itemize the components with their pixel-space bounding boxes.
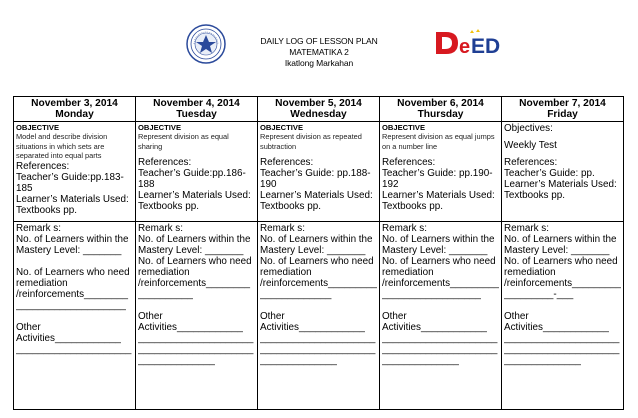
objective-label: OBJECTIVE <box>382 123 426 132</box>
objective-cell-friday <box>502 122 624 222</box>
remarks-line: remediation <box>260 267 312 278</box>
remarks-line: No. of Learners who need <box>260 256 374 267</box>
remarks-line: Activities____________ <box>504 322 609 333</box>
day-date: November 4, 2014 <box>153 98 240 109</box>
lesson-log-table <box>13 96 624 410</box>
objective-text: Weekly Test <box>504 140 557 151</box>
reference-line: 190 <box>260 179 277 190</box>
day-header-wednesday <box>258 97 380 122</box>
day-weekday: Wednesday <box>290 109 347 120</box>
remarks-line: ______________ <box>504 355 581 366</box>
document-header <box>0 0 638 95</box>
remarks-line: Activities____________ <box>382 322 487 333</box>
remarks-line: __________________ <box>382 289 481 300</box>
objective-row <box>14 122 624 222</box>
remarks-line: Mastery Level: _______ <box>504 245 610 256</box>
remarks-line: _____________________ <box>382 344 498 355</box>
objective-text: Represent division as equal sharing <box>138 132 229 151</box>
remarks-line: Other <box>138 311 163 322</box>
remarks-cell-wednesday <box>258 222 380 410</box>
remarks-cell-tuesday <box>136 222 258 410</box>
remarks-line: Activities____________ <box>260 322 365 333</box>
svg-text:e: e <box>459 36 471 58</box>
remarks-line: _____________________ <box>382 333 498 344</box>
remarks-line: ____________________ <box>16 300 126 311</box>
references-label: References: <box>138 157 192 168</box>
remarks-line: Mastery Level: _______ <box>138 245 244 256</box>
day-header-thursday <box>380 97 502 122</box>
remarks-line: ______________ <box>382 355 459 366</box>
remarks-line: Activities____________ <box>138 322 243 333</box>
reference-line: Teacher’s Guide: pp.190- <box>382 168 493 179</box>
reference-line: Learner’s Materials Used: <box>504 179 617 190</box>
reference-line: Textbooks pp. <box>382 201 443 212</box>
remarks-line: Mastery Level: _______ <box>260 245 366 256</box>
reference-line: Learner’s Materials Used: <box>260 190 373 201</box>
remarks-cell-thursday <box>380 222 502 410</box>
reference-line: Teacher’s Guide:pp.183- <box>16 171 124 183</box>
subject-name: MATEMATIKA 2 <box>289 47 349 57</box>
remarks-line: Remark s: <box>138 223 183 234</box>
remarks-cell-monday <box>14 222 136 410</box>
remarks-line: No. of Learners within the <box>138 234 251 245</box>
reference-line: Learner’s Materials Used: <box>16 193 129 205</box>
remarks-line: /reinforcements________ <box>16 289 128 300</box>
remarks-line: _________-___ <box>504 289 574 300</box>
day-date: November 5, 2014 <box>275 98 362 109</box>
day-header-row <box>14 97 624 122</box>
reference-line: Textbooks pp. <box>260 201 321 212</box>
remarks-line: Activities____________ <box>16 333 121 344</box>
remarks-line: Mastery Level: _______ <box>16 245 122 256</box>
remarks-line: No. of Learners within the <box>260 234 373 245</box>
remarks-line: /reinforcements_________ <box>382 278 499 289</box>
references-label: References: <box>16 160 70 172</box>
reference-line: Teacher’s Guide: pp.188- <box>260 168 371 179</box>
remarks-line: Other <box>382 311 407 322</box>
remarks-line: __________ <box>138 289 193 300</box>
objective-text: Model and describe division situations in which sets are separated into equal parts <box>16 132 108 160</box>
reference-line: Textbooks pp. <box>138 201 199 212</box>
remarks-line: ______________ <box>260 355 337 366</box>
day-date: November 7, 2014 <box>519 98 606 109</box>
remarks-line: _____________________ <box>260 333 376 344</box>
objective-cell-wednesday <box>258 122 380 222</box>
objective-label: OBJECTIVE <box>16 123 60 132</box>
remarks-line: remediation <box>382 267 434 278</box>
remarks-line: Other <box>16 322 41 333</box>
reference-line: Learner’s Materials Used: <box>138 190 251 201</box>
day-weekday: Thursday <box>417 109 464 120</box>
objective-label: OBJECTIVE <box>260 123 304 132</box>
remarks-line: /reinforcements________ <box>138 278 250 289</box>
remarks-line: _____________________ <box>138 333 254 344</box>
remarks-line: Remark s: <box>16 223 61 234</box>
objective-cell-thursday <box>380 122 502 222</box>
remarks-line: remediation <box>504 267 556 278</box>
remarks-line: _____________________ <box>504 344 620 355</box>
day-weekday: Friday <box>547 109 578 120</box>
reference-line: Teacher’s Guide: pp. <box>504 168 595 179</box>
objective-text: Represent division as repeated subtraction <box>260 132 362 151</box>
remarks-line: /reinforcements_________ <box>260 278 377 289</box>
day-weekday: Monday <box>55 109 94 120</box>
svg-text:ED: ED <box>471 35 501 58</box>
reference-line: 185 <box>16 182 33 194</box>
remarks-line: remediation <box>138 267 190 278</box>
day-header-tuesday <box>136 97 258 122</box>
remarks-line: No. of Learners who need <box>138 256 252 267</box>
day-weekday: Tuesday <box>176 109 217 120</box>
remarks-line: /reinforcements_________ <box>504 278 621 289</box>
remarks-line: remediation <box>16 278 68 289</box>
remarks-line: Other <box>504 311 529 322</box>
objective-label: Objectives: <box>504 123 553 134</box>
remarks-line: No. of Learners within the <box>16 234 129 245</box>
remarks-line: Mastery Level: _______ <box>382 245 488 256</box>
remarks-line: No. of Learners within the <box>504 234 617 245</box>
reference-line: Textbooks pp. <box>16 204 77 216</box>
reference-line: Teacher’s Guide:pp.186- <box>138 168 246 179</box>
reference-line: 192 <box>382 179 399 190</box>
day-header-monday <box>14 97 136 122</box>
remarks-line: No. of Learners who need <box>504 256 618 267</box>
reference-line: 188 <box>138 179 155 190</box>
remarks-line: No. of Learners who need <box>16 267 130 278</box>
references-label: References: <box>260 157 314 168</box>
objective-text: Represent division as equal jumps on a number line <box>382 132 495 151</box>
deped-logo-icon <box>434 26 506 60</box>
remarks-line: _____________________ <box>504 333 620 344</box>
document-title: DAILY LOG OF LESSON PLAN <box>260 36 378 46</box>
remarks-row <box>14 222 624 410</box>
objective-label: OBJECTIVE <box>138 123 182 132</box>
references-label: References: <box>382 157 436 168</box>
remarks-line: Other <box>260 311 285 322</box>
header-titles <box>219 36 419 69</box>
day-header-friday <box>502 97 624 122</box>
remarks-line: _____________________ <box>260 344 376 355</box>
remarks-line: _____________________ <box>16 344 132 355</box>
remarks-line: _____________________ <box>138 344 254 355</box>
reference-line: Textbooks pp. <box>504 190 565 201</box>
remarks-line: Remark s: <box>382 223 427 234</box>
quarter-name: Ikatlong Markahan <box>284 58 354 68</box>
objective-cell-tuesday <box>136 122 258 222</box>
remarks-line: _____________ <box>260 289 332 300</box>
objective-cell-monday <box>14 122 136 222</box>
reference-line: Learner’s Materials Used: <box>382 190 495 201</box>
remarks-cell-friday <box>502 222 624 410</box>
remarks-line: Remark s: <box>260 223 305 234</box>
remarks-line: ______________ <box>138 355 215 366</box>
remarks-line: No. of Learners who need <box>382 256 496 267</box>
remarks-line: Remark s: <box>504 223 549 234</box>
day-date: November 3, 2014 <box>31 98 118 109</box>
references-label: References: <box>504 157 558 168</box>
remarks-line: No. of Learners within the <box>382 234 495 245</box>
day-date: November 6, 2014 <box>397 98 484 109</box>
